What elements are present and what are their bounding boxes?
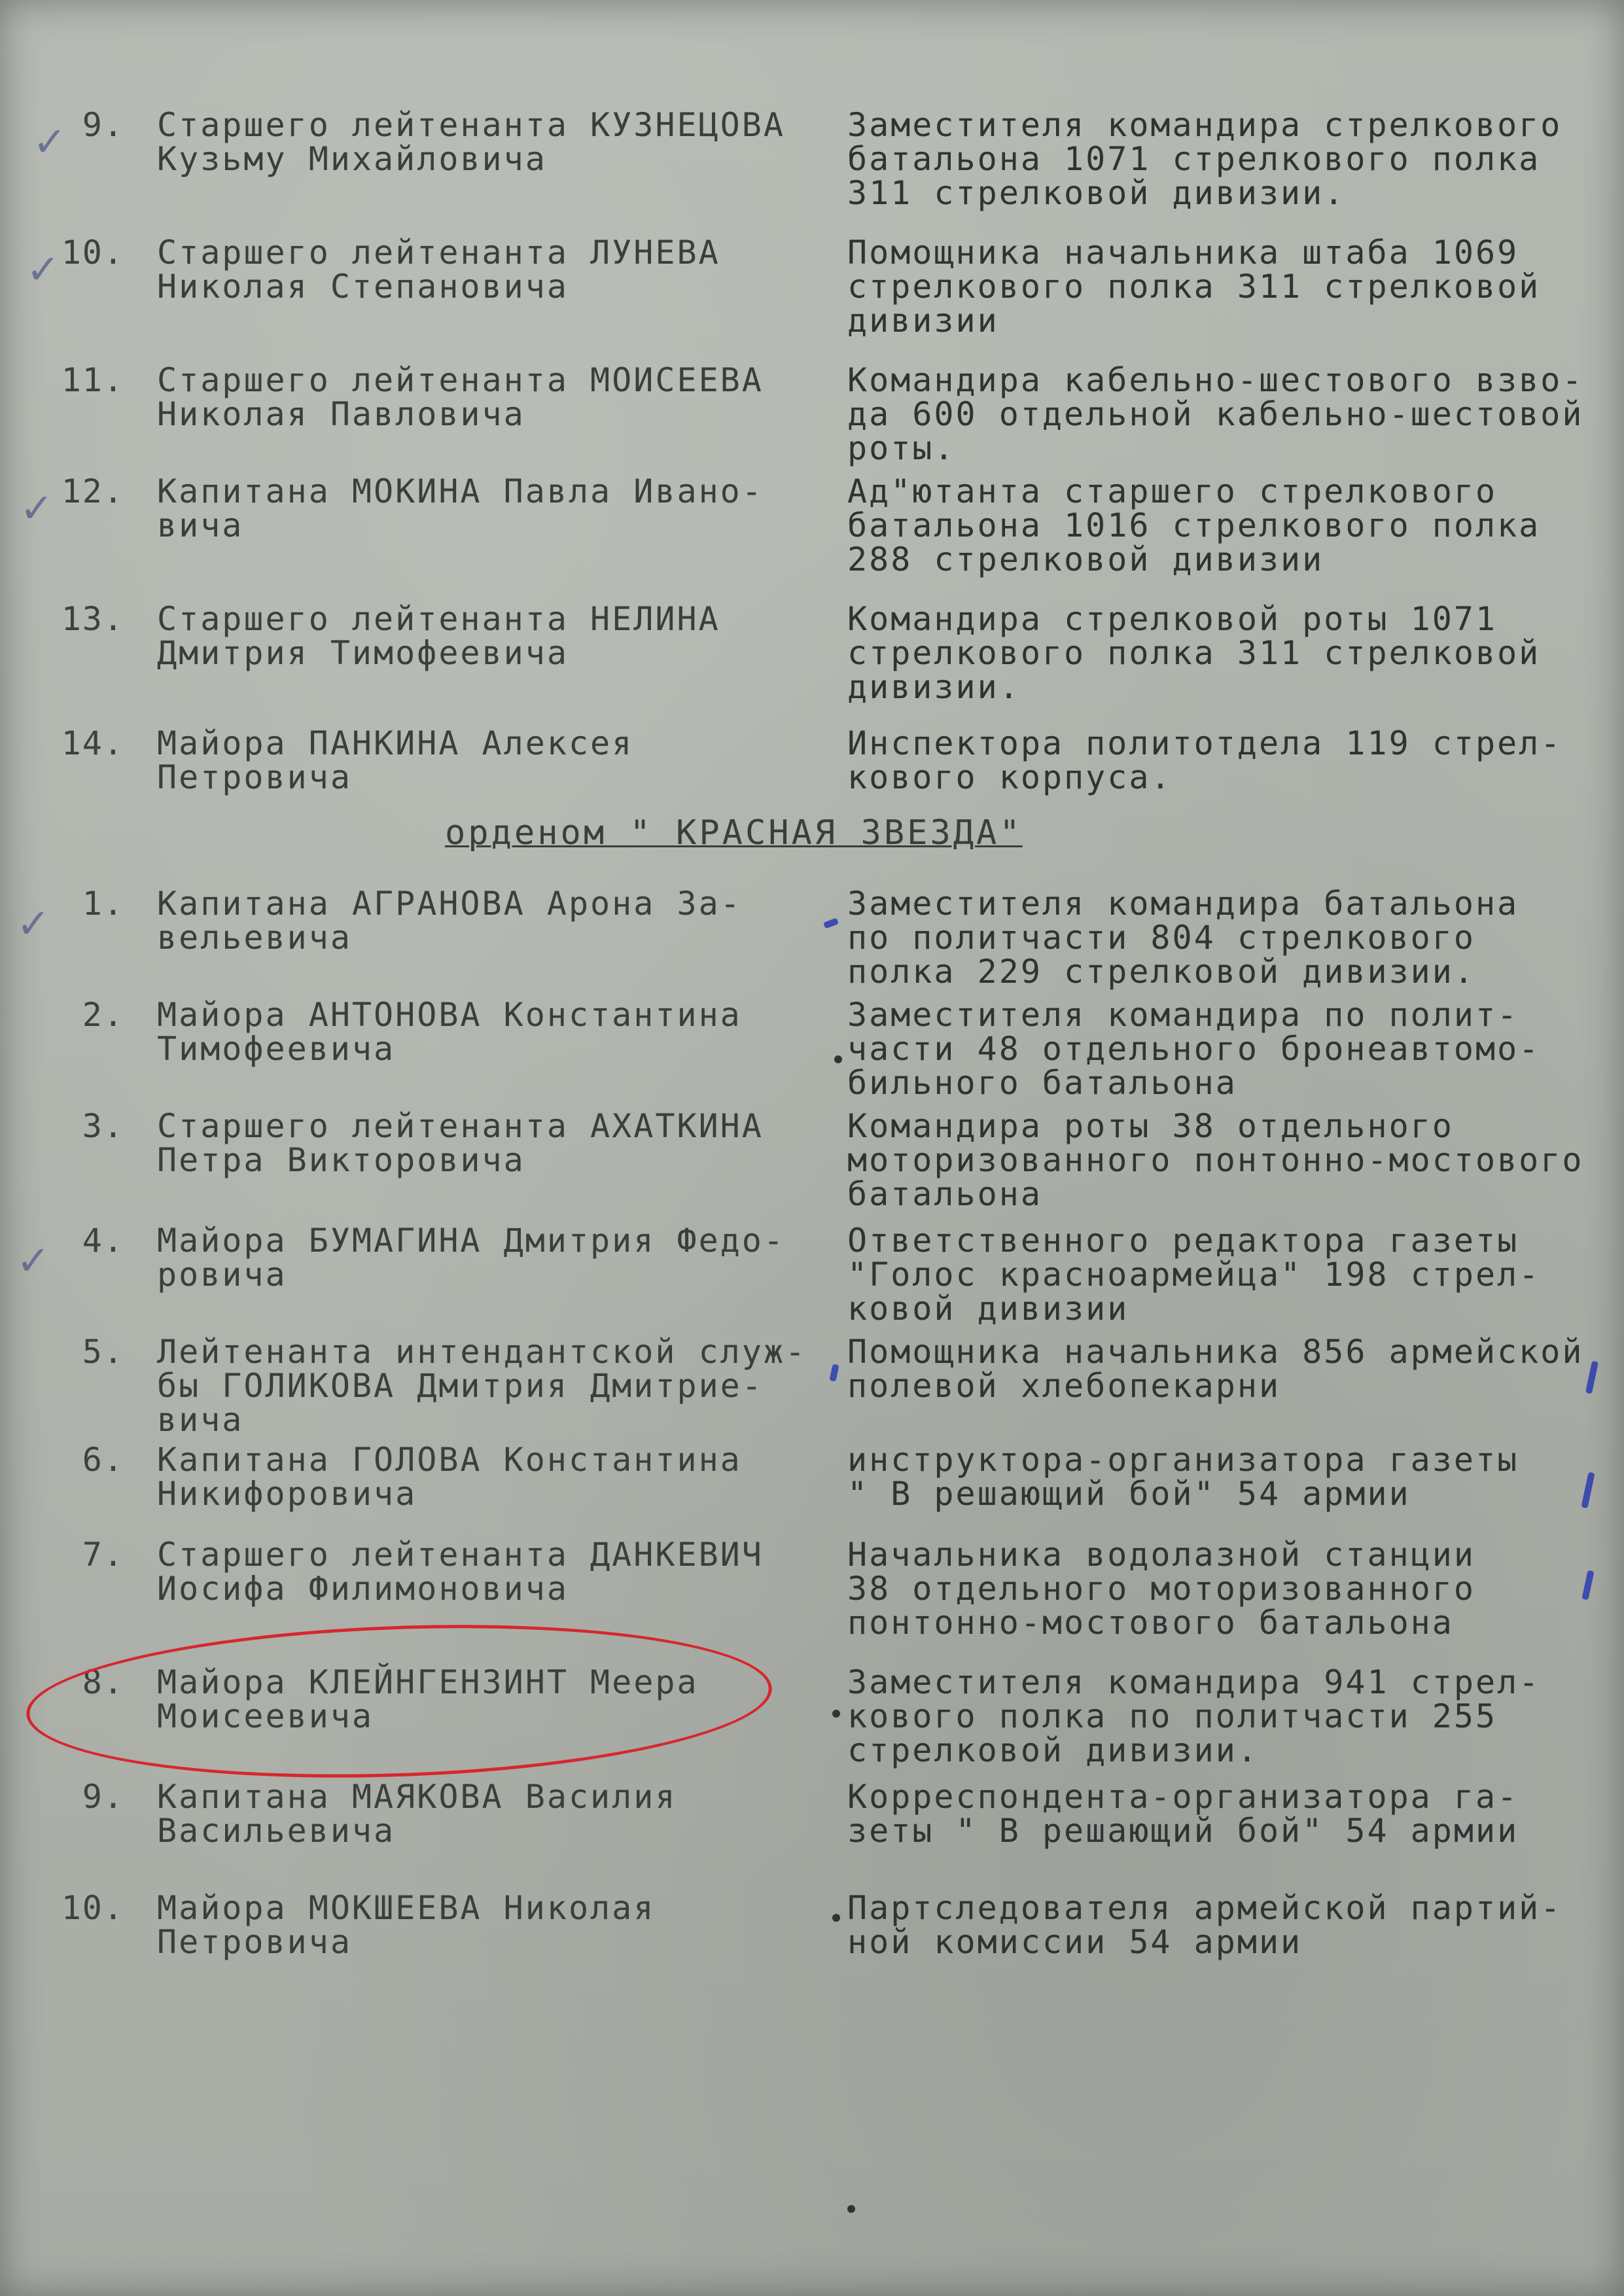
entry-position: Командира стрелковой роты 1071 стрелкового полка 311 стрелковой дивизии.	[847, 600, 1541, 706]
bullet-dot-icon	[847, 2205, 855, 2213]
entry-number: 9.	[82, 1778, 124, 1816]
entry-position: Командира роты 38 отдельного моторизованного понтонно-мостового батальона	[847, 1107, 1584, 1213]
entry-position: Помощника начальника штаба 1069 стрелкового полка 311 стрелковой дивизии	[847, 234, 1541, 340]
pencil-check-icon: ✓	[16, 1237, 50, 1284]
pencil-check-icon: ✓	[16, 900, 50, 947]
entry-number: 10.	[61, 234, 124, 272]
entry-name: Майора МОКШЕЕВА Николая Петровича	[157, 1889, 656, 1961]
bullet-dot-icon	[832, 1710, 840, 1718]
entry-position: Ответственного редактора газеты "Голос красноармейца" 198 стрел- ковой дивизии	[847, 1222, 1541, 1328]
entry-position: Начальника водолазной станции 38 отдельного моторизованного понтонно-мостового батальона	[847, 1536, 1475, 1642]
entry-name: Майора БУМАГИНА Дмитрия Федо- ровича	[157, 1222, 785, 1294]
entry-number: 9.	[82, 106, 124, 144]
entry-name: Майора ПАНКИНА Алексея Петровича	[157, 724, 634, 796]
entry-number: 2.	[82, 996, 124, 1034]
entry-number: 10.	[61, 1889, 124, 1927]
entry-position: Помощника начальника 856 армейской полевой хлебопекарни	[847, 1333, 1584, 1405]
entry-position: Заместителя командира батальона по политчасти 804 стрелкового полка 229 стрелковой дивизии.	[847, 885, 1519, 991]
entry-name: Капитана МАЯКОВА Василия Васильевича	[157, 1778, 677, 1850]
pencil-check-icon: ✓	[20, 484, 54, 532]
entry-position: Корреспондента-организатора га- зеты " В решающий бой" 54 армии	[847, 1778, 1519, 1850]
entry-name: Капитана МОКИНА Павла Ивано- вича	[157, 472, 764, 544]
pencil-check-icon: ✓	[26, 245, 60, 293]
bullet-dot-icon	[834, 1055, 842, 1063]
entry-position: Инспектора политотдела 119 стрел- кового корпуса.	[847, 724, 1562, 796]
bullet-dot-icon	[832, 1914, 840, 1922]
entry-number: 5.	[82, 1333, 124, 1371]
entry-position: Командира кабельно-шестового взво- да 600 отдельной кабельно-шестовой роты.	[847, 361, 1584, 467]
entry-name: Капитана ГОЛОВА Константина Никифоровича	[157, 1441, 742, 1513]
entry-number: 1.	[82, 885, 124, 923]
entry-name: Старшего лейтенанта ДАНКЕВИЧ Иосифа Филимоновича	[157, 1536, 764, 1608]
entry-name: Капитана АГРАНОВА Арона За- вельевича	[157, 885, 742, 957]
entry-number: 11.	[61, 361, 124, 399]
entry-position: инструктора-организатора газеты " В решающий бой" 54 армии	[847, 1441, 1519, 1513]
entry-name: Майора АНТОНОВА Константина Тимофеевича	[157, 996, 742, 1068]
entry-name: Майора КЛЕЙНГЕНЗИНТ Меера Моисеевича	[157, 1663, 699, 1735]
entry-number: 3.	[82, 1107, 124, 1145]
pencil-check-icon: ✓	[33, 118, 67, 166]
entry-number: 8.	[82, 1663, 124, 1701]
entry-number: 12.	[61, 472, 124, 510]
entry-name: Старшего лейтенанта АХАТКИНА Петра Викторовича	[157, 1107, 764, 1179]
entry-position: Заместителя командира по полит- части 48 отдельного бронеавтомо- бильного батальона	[847, 996, 1541, 1102]
entry-name: Старшего лейтенанта ЛУНЕВА Николая Степановича	[157, 234, 720, 306]
entry-name: Старшего лейтенанта НЕЛИНА Дмитрия Тимофеевича	[157, 600, 720, 672]
entry-position: Заместителя командира 941 стрел- кового полка по политчасти 255 стрелковой дивизии.	[847, 1663, 1541, 1769]
entry-name: Старшего лейтенанта МОИСЕЕВА Николая Павловича	[157, 361, 764, 433]
entry-position: Заместителя командира стрелкового батальона 1071 стрелкового полка 311 стрелковой дивизии.	[847, 106, 1562, 212]
entry-number: 7.	[82, 1536, 124, 1574]
highlight-oval	[24, 1613, 774, 1790]
entry-number: 6.	[82, 1441, 124, 1479]
entry-number: 4.	[82, 1222, 124, 1260]
entry-position: Ад"ютанта старшего стрелкового батальона 1016 стрелкового полка 288 стрелковой дивизии	[847, 472, 1541, 578]
entry-number: 13.	[61, 600, 124, 638]
entry-name: Старшего лейтенанта КУЗНЕЦОВА Кузьму Михайловича	[157, 106, 785, 178]
entry-name: Лейтенанта интендантской служ- бы ГОЛИКОВА Дмитрия Дмитрие- вича	[157, 1333, 807, 1439]
section-title: орденом " КРАСНАЯ ЗВЕЗДА"	[445, 813, 1023, 853]
entry-number: 14.	[61, 724, 124, 762]
entry-position: Партследователя армейской партий- ной комиссии 54 армии	[847, 1889, 1562, 1961]
